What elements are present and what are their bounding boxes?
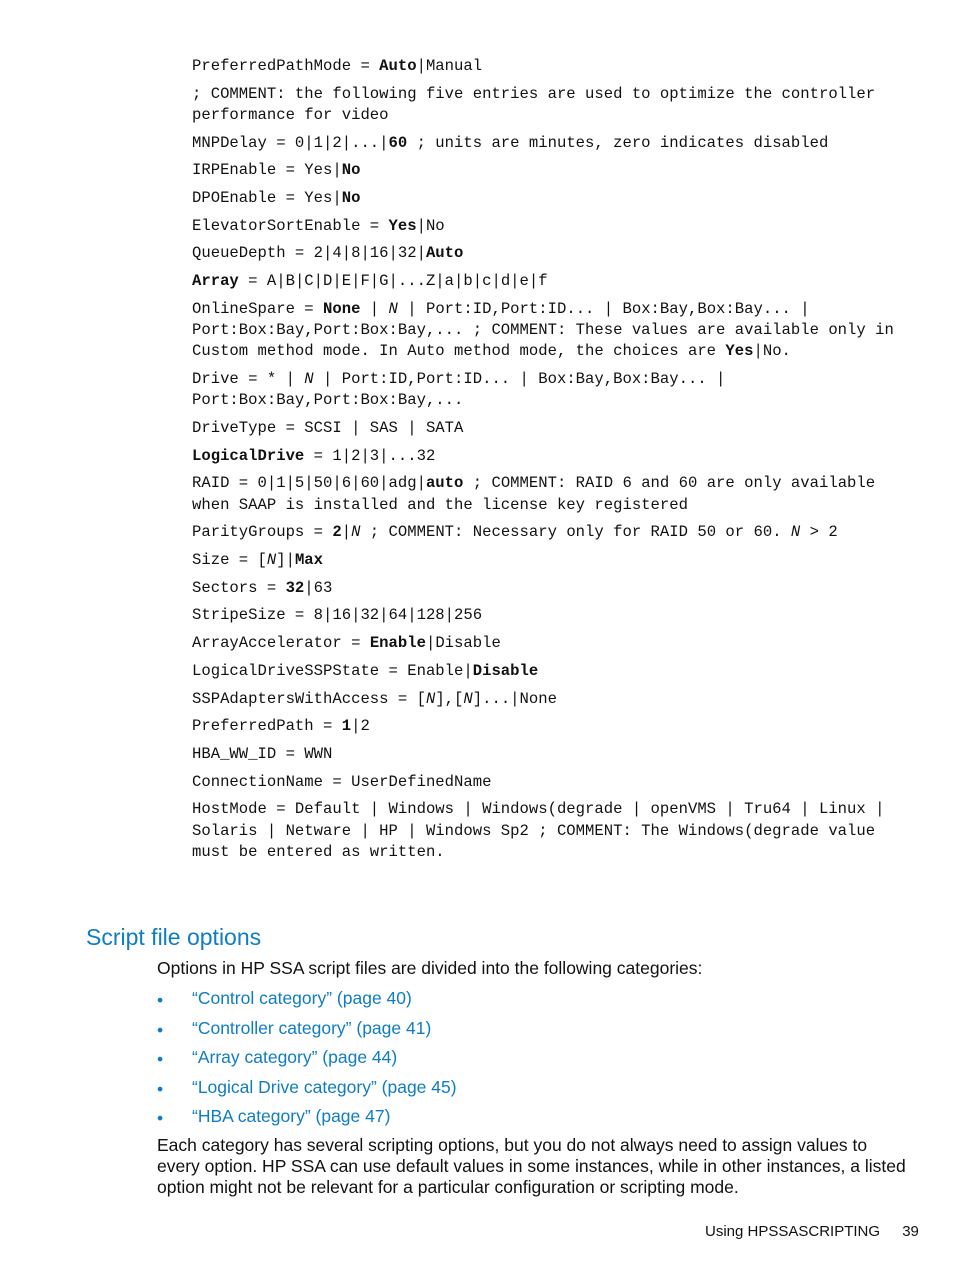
code-block — [192, 56, 912, 870]
code-text: PreferredPathMode = — [192, 57, 380, 75]
code-line — [192, 772, 912, 793]
code-text: |63 — [304, 578, 333, 597]
bold-value: 60 — [388, 133, 408, 152]
bullet-icon: • — [157, 1049, 164, 1069]
italic-value: N — [790, 523, 801, 542]
code-text: |2 — [351, 717, 370, 736]
code-text: ArrayAccelerator = — [192, 634, 370, 653]
bold-value: Auto — [425, 244, 464, 263]
code-line — [192, 633, 912, 654]
code-line — [192, 605, 912, 626]
italic-value: N — [463, 689, 473, 708]
footer-title: Using HPSSASCRIPTING — [705, 1223, 881, 1240]
code-text: = A|B|C|D|E|F|G|...Z|a|b|c|d|e|f — [238, 272, 548, 291]
code-text: HostMode = Default | Windows | Windows(degrade | openVMS | Tru64 | Linux | Solaris | Netware | HP | Windows Sp2 ; COMMENT: The Windows(degrade value must be entered as written. — [192, 800, 894, 861]
bold-value: 1 — [341, 717, 352, 736]
bold-value: No — [341, 189, 361, 208]
code-line — [192, 271, 912, 292]
italic-value: N — [388, 299, 398, 318]
code-text: HBA_WW_ID = WWN — [192, 744, 333, 763]
code-text: ],[ — [435, 689, 464, 708]
bold-value: LogicalDrive — [192, 446, 305, 465]
link-array-category[interactable]: “Array category” (page 44) — [192, 1047, 398, 1067]
section-heading: Script file options — [86, 924, 262, 950]
bold-value: Yes — [725, 342, 754, 361]
code-line — [192, 216, 912, 237]
code-text: = 1|2|3|...32 — [304, 446, 436, 465]
code-text: |Manual — [416, 57, 483, 75]
code-text: | — [341, 523, 352, 542]
bold-value: 32 — [285, 578, 305, 597]
code-line — [192, 243, 912, 264]
code-text: > 2 — [800, 523, 838, 542]
code-line — [192, 446, 912, 467]
code-line — [192, 418, 912, 439]
link-control-category[interactable]: “Control category” (page 40) — [192, 988, 412, 1008]
code-line — [192, 661, 912, 682]
code-line — [192, 522, 912, 543]
bold-value: None — [323, 299, 361, 318]
link-hba-category[interactable]: “HBA category” (page 47) — [192, 1106, 391, 1126]
code-text: |No — [416, 216, 445, 235]
intro-text: Options in HP SSA script files are divided into the following categories: — [157, 958, 703, 978]
bullet-icon: • — [157, 1108, 164, 1128]
code-text: ]| — [276, 551, 295, 570]
code-text: ConnectionName = UserDefinedName — [192, 772, 492, 791]
code-line — [192, 84, 912, 127]
code-text: PreferredPath = — [192, 717, 342, 736]
code-text: DPOEnable = Yes| — [192, 189, 342, 208]
code-text: | Port:ID,Port:ID... | Box:Bay,Box:Bay... | Port:Box:Bay,Port:Box:Bay,... ; COMMENT: These values are available only in Custom method mode. In Auto method mode, the choices are — [192, 299, 904, 361]
code-text: ; COMMENT: RAID 6 and 60 are only available when SAAP is installed and the license key registered — [192, 474, 885, 514]
bold-value: Disable — [472, 661, 539, 680]
code-text: |Disable — [425, 634, 501, 653]
code-line — [192, 550, 912, 571]
code-text: | — [360, 299, 389, 318]
code-text: DriveType = SCSI | SAS | SATA — [192, 419, 464, 438]
code-line — [192, 578, 912, 599]
page-number: 39 — [902, 1223, 919, 1240]
code-text: |No. — [753, 342, 791, 361]
bullet-icon: • — [157, 1019, 164, 1040]
italic-value: N — [425, 689, 436, 708]
code-line — [192, 299, 912, 363]
code-text: MNPDelay = 0|1|2|...| — [192, 133, 389, 152]
bullet-icon: • — [157, 1078, 164, 1099]
page-footer — [705, 1223, 919, 1240]
code-text: RAID = 0|1|5|50|6|60|adg| — [192, 474, 426, 493]
code-text: ; COMMENT: Necessary only for RAID 50 or 60. — [360, 523, 791, 542]
bullet-icon: • — [157, 990, 164, 1010]
code-text: StripeSize = 8|16|32|64|128|256 — [192, 606, 483, 625]
code-line — [192, 744, 912, 765]
code-text: LogicalDriveSSPState = Enable| — [192, 661, 473, 680]
code-line — [192, 799, 912, 863]
code-text: ParityGroups = — [192, 523, 333, 542]
italic-value: N — [304, 370, 314, 389]
bold-value: Max — [294, 551, 324, 570]
code-line — [192, 473, 912, 516]
italic-value: N — [351, 523, 361, 542]
code-line — [192, 160, 912, 181]
bold-value: Auto — [379, 57, 417, 75]
code-text: ElevatorSortEnable = — [192, 216, 389, 235]
code-text: OnlineSpare = — [192, 299, 324, 318]
bold-value: auto — [425, 474, 464, 493]
link-logical-drive-category[interactable]: “Logical Drive category” (page 45) — [192, 1076, 457, 1097]
bold-value: Array — [192, 272, 239, 291]
code-line — [192, 133, 912, 154]
bold-value: Enable — [369, 634, 426, 653]
bold-value: Yes — [388, 216, 417, 235]
bold-value: No — [341, 161, 361, 180]
link-controller-category[interactable]: “Controller category” (page 41) — [192, 1017, 432, 1038]
code-line — [192, 56, 912, 77]
code-text: Drive = * | — [192, 370, 305, 389]
code-text: ; COMMENT: the following five entries are used to optimize the controller performance for video — [192, 84, 885, 124]
code-text: SSPAdaptersWithAccess = [ — [192, 689, 426, 708]
code-text: ; units are minutes, zero indicates disabled — [407, 133, 829, 152]
code-text: Size = [ — [192, 551, 267, 570]
closing-paragraph: Each category has several scripting options, but you do not always need to assign values to every option. HP SSA can use default values in some instances, while in other instances, a listed option might not be relevant for a particular configuration or scripting mode. — [157, 1135, 906, 1197]
code-line — [192, 716, 912, 737]
code-text: | Port:ID,Port:ID... | Box:Bay,Box:Bay... | Port:Box:Bay,Port:Box:Bay,... — [192, 370, 735, 410]
code-text: QueueDepth = 2|4|8|16|32| — [192, 244, 426, 263]
code-text: IRPEnable = Yes| — [192, 161, 342, 180]
bold-value: 2 — [332, 523, 342, 542]
italic-value: N — [266, 551, 277, 570]
code-line — [192, 689, 912, 710]
code-text: Sectors = — [192, 578, 286, 597]
code-line — [192, 369, 912, 412]
code-line — [192, 188, 912, 209]
code-text: ]...|None — [472, 689, 557, 708]
